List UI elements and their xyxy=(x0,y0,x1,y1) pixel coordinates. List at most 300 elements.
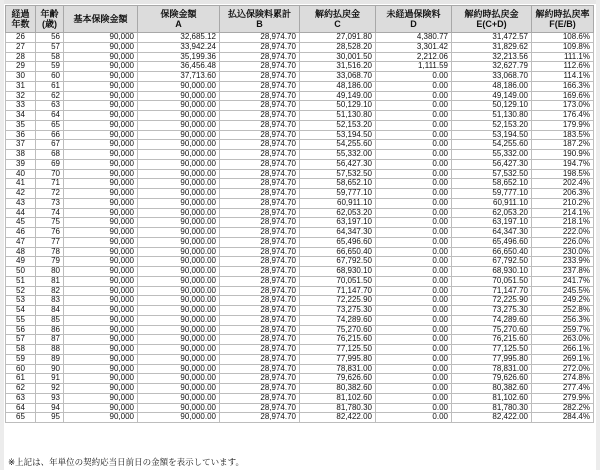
basic-amount-cell: 90,000 xyxy=(64,257,138,267)
cumulative-premium-cell: 28,974.70 xyxy=(220,306,300,316)
table-row xyxy=(6,345,594,355)
basic-amount-cell: 90,000 xyxy=(64,335,138,345)
surrender-refund-cell: 31,516.20 xyxy=(300,62,376,72)
cumulative-premium-cell: 28,974.70 xyxy=(220,208,300,218)
elapsed-years-cell: 44 xyxy=(6,208,36,218)
cumulative-premium-cell: 28,974.70 xyxy=(220,257,300,267)
cumulative-premium-cell: 28,974.70 xyxy=(220,315,300,325)
insured-amount-cell: 32,685.12 xyxy=(138,33,220,43)
table-row xyxy=(6,296,594,306)
elapsed-years-cell: 53 xyxy=(6,296,36,306)
unexpired-premium-cell: 0.00 xyxy=(376,267,452,277)
refund-rate-cell: 206.3% xyxy=(532,189,594,199)
surrender-refund-cell: 48,186.00 xyxy=(300,81,376,91)
age-cell: 75 xyxy=(36,218,64,228)
age-cell: 80 xyxy=(36,267,64,277)
refund-rate-cell: 111.1% xyxy=(532,52,594,62)
insured-amount-cell: 90,000.00 xyxy=(138,179,220,189)
total-refund-cell: 55,332.00 xyxy=(452,150,532,160)
refund-rate-cell: 210.2% xyxy=(532,198,594,208)
refund-rate-cell: 256.3% xyxy=(532,315,594,325)
surrender-refund-cell: 78,831.00 xyxy=(300,364,376,374)
unexpired-premium-cell: 0.00 xyxy=(376,335,452,345)
surrender-refund-cell: 82,422.00 xyxy=(300,413,376,423)
basic-amount-cell: 90,000 xyxy=(64,374,138,384)
surrender-refund-cell: 75,270.60 xyxy=(300,325,376,335)
elapsed-years-cell: 48 xyxy=(6,247,36,257)
total-refund-cell: 51,130.80 xyxy=(452,111,532,121)
top-edge xyxy=(0,0,600,4)
total-refund-cell: 67,792.50 xyxy=(452,257,532,267)
elapsed-years-cell: 39 xyxy=(6,159,36,169)
header-cumulative-premiums: 払込保険料累計 B xyxy=(220,6,300,33)
unexpired-premium-cell: 0.00 xyxy=(376,296,452,306)
header-surrender-refund: 解約払戻金 C xyxy=(300,6,376,33)
cumulative-premium-cell: 28,974.70 xyxy=(220,296,300,306)
unexpired-premium-cell: 3,301.42 xyxy=(376,42,452,52)
insured-amount-cell: 90,000.00 xyxy=(138,81,220,91)
basic-amount-cell: 90,000 xyxy=(64,286,138,296)
cumulative-premium-cell: 28,974.70 xyxy=(220,247,300,257)
age-cell: 61 xyxy=(36,81,64,91)
age-cell: 86 xyxy=(36,325,64,335)
elapsed-years-cell: 61 xyxy=(6,374,36,384)
basic-amount-cell: 90,000 xyxy=(64,42,138,52)
surrender-refund-cell: 58,652.10 xyxy=(300,179,376,189)
table-row xyxy=(6,120,594,130)
refund-rate-cell: 274.8% xyxy=(532,374,594,384)
insured-amount-cell: 90,000.00 xyxy=(138,345,220,355)
table-row xyxy=(6,52,594,62)
insured-amount-cell: 90,000.00 xyxy=(138,237,220,247)
cumulative-premium-cell: 28,974.70 xyxy=(220,169,300,179)
age-cell: 79 xyxy=(36,257,64,267)
surrender-refund-cell: 81,102.60 xyxy=(300,393,376,403)
table-row xyxy=(6,325,594,335)
unexpired-premium-cell: 0.00 xyxy=(376,130,452,140)
elapsed-years-cell: 59 xyxy=(6,354,36,364)
unexpired-premium-cell: 0.00 xyxy=(376,189,452,199)
header-elapsed-years: 経過 年数 xyxy=(6,6,36,33)
elapsed-years-cell: 54 xyxy=(6,306,36,316)
table-row xyxy=(6,62,594,72)
surrender-refund-cell: 63,197.10 xyxy=(300,218,376,228)
refund-rate-cell: 114.1% xyxy=(532,72,594,82)
table-row xyxy=(6,42,594,52)
table-body xyxy=(6,33,594,423)
age-cell: 94 xyxy=(36,403,64,413)
refund-rate-cell: 245.5% xyxy=(532,286,594,296)
total-refund-cell: 78,831.00 xyxy=(452,364,532,374)
age-cell: 83 xyxy=(36,296,64,306)
age-cell: 77 xyxy=(36,237,64,247)
cumulative-premium-cell: 28,974.70 xyxy=(220,101,300,111)
refund-rate-cell: 173.0% xyxy=(532,101,594,111)
elapsed-years-cell: 64 xyxy=(6,403,36,413)
surrender-refund-cell: 73,275.30 xyxy=(300,306,376,316)
cumulative-premium-cell: 28,974.70 xyxy=(220,403,300,413)
insured-amount-cell: 90,000.00 xyxy=(138,306,220,316)
basic-amount-cell: 90,000 xyxy=(64,325,138,335)
elapsed-years-cell: 49 xyxy=(6,257,36,267)
table-row xyxy=(6,315,594,325)
table-row xyxy=(6,169,594,179)
basic-amount-cell: 90,000 xyxy=(64,296,138,306)
basic-amount-cell: 90,000 xyxy=(64,150,138,160)
basic-amount-cell: 90,000 xyxy=(64,393,138,403)
surrender-refund-cell: 56,427.30 xyxy=(300,159,376,169)
age-cell: 81 xyxy=(36,276,64,286)
refund-rate-cell: 277.4% xyxy=(532,384,594,394)
cumulative-premium-cell: 28,974.70 xyxy=(220,62,300,72)
refund-rate-cell: 183.5% xyxy=(532,130,594,140)
total-refund-cell: 59,777.10 xyxy=(452,189,532,199)
basic-amount-cell: 90,000 xyxy=(64,179,138,189)
basic-amount-cell: 90,000 xyxy=(64,276,138,286)
total-refund-cell: 74,289.60 xyxy=(452,315,532,325)
unexpired-premium-cell: 0.00 xyxy=(376,325,452,335)
elapsed-years-cell: 52 xyxy=(6,286,36,296)
age-cell: 58 xyxy=(36,52,64,62)
surrender-refund-cell: 54,255.60 xyxy=(300,140,376,150)
header-age: 年齢 (歳) xyxy=(36,6,64,33)
elapsed-years-cell: 46 xyxy=(6,228,36,238)
basic-amount-cell: 90,000 xyxy=(64,130,138,140)
elapsed-years-cell: 31 xyxy=(6,81,36,91)
elapsed-years-cell: 57 xyxy=(6,335,36,345)
surrender-refund-cell: 57,532.50 xyxy=(300,169,376,179)
cumulative-premium-cell: 28,974.70 xyxy=(220,237,300,247)
insured-amount-cell: 90,000.00 xyxy=(138,403,220,413)
insured-amount-cell: 90,000.00 xyxy=(138,159,220,169)
surrender-refund-cell: 71,147.70 xyxy=(300,286,376,296)
elapsed-years-cell: 34 xyxy=(6,111,36,121)
elapsed-years-cell: 47 xyxy=(6,237,36,247)
insured-amount-cell: 90,000.00 xyxy=(138,140,220,150)
total-refund-cell: 50,129.10 xyxy=(452,101,532,111)
table-row xyxy=(6,393,594,403)
refund-rate-cell: 179.9% xyxy=(532,120,594,130)
basic-amount-cell: 90,000 xyxy=(64,384,138,394)
total-refund-cell: 49,149.00 xyxy=(452,91,532,101)
cumulative-premium-cell: 28,974.70 xyxy=(220,140,300,150)
elapsed-years-cell: 62 xyxy=(6,384,36,394)
surrender-refund-cell: 76,215.60 xyxy=(300,335,376,345)
insured-amount-cell: 90,000.00 xyxy=(138,267,220,277)
surrender-refund-cell: 77,995.80 xyxy=(300,354,376,364)
table-row xyxy=(6,413,594,423)
surrender-refund-cell: 49,149.00 xyxy=(300,91,376,101)
surrender-refund-cell: 52,153.20 xyxy=(300,120,376,130)
total-refund-cell: 58,652.10 xyxy=(452,179,532,189)
unexpired-premium-cell: 1,111.59 xyxy=(376,62,452,72)
table-row xyxy=(6,267,594,277)
cumulative-premium-cell: 28,974.70 xyxy=(220,42,300,52)
insured-amount-cell: 35,199.36 xyxy=(138,52,220,62)
surrender-refund-cell: 59,777.10 xyxy=(300,189,376,199)
age-cell: 90 xyxy=(36,364,64,374)
cumulative-premium-cell: 28,974.70 xyxy=(220,374,300,384)
age-cell: 82 xyxy=(36,286,64,296)
table-row xyxy=(6,364,594,374)
age-cell: 93 xyxy=(36,393,64,403)
basic-amount-cell: 90,000 xyxy=(64,247,138,257)
insured-amount-cell: 90,000.00 xyxy=(138,296,220,306)
surrender-refund-cell: 27,091.80 xyxy=(300,33,376,43)
left-scroll-edge xyxy=(0,0,4,470)
unexpired-premium-cell: 0.00 xyxy=(376,120,452,130)
cumulative-premium-cell: 28,974.70 xyxy=(220,111,300,121)
elapsed-years-cell: 41 xyxy=(6,179,36,189)
surrender-refund-cell: 55,332.00 xyxy=(300,150,376,160)
unexpired-premium-cell: 0.00 xyxy=(376,276,452,286)
age-cell: 91 xyxy=(36,374,64,384)
basic-amount-cell: 90,000 xyxy=(64,345,138,355)
age-cell: 69 xyxy=(36,159,64,169)
elapsed-years-cell: 63 xyxy=(6,393,36,403)
refund-rate-cell: 214.1% xyxy=(532,208,594,218)
header-basic-insured-amount: 基本保険金額 xyxy=(64,6,138,33)
table-row xyxy=(6,286,594,296)
surrender-refund-cell: 70,051.50 xyxy=(300,276,376,286)
insured-amount-cell: 90,000.00 xyxy=(138,257,220,267)
insured-amount-cell: 90,000.00 xyxy=(138,218,220,228)
table-row xyxy=(6,276,594,286)
basic-amount-cell: 90,000 xyxy=(64,140,138,150)
unexpired-premium-cell: 0.00 xyxy=(376,364,452,374)
refund-rate-cell: 194.7% xyxy=(532,159,594,169)
refund-rate-cell: 190.9% xyxy=(532,150,594,160)
basic-amount-cell: 90,000 xyxy=(64,33,138,43)
unexpired-premium-cell: 0.00 xyxy=(376,228,452,238)
surrender-value-table xyxy=(5,5,594,423)
elapsed-years-cell: 60 xyxy=(6,364,36,374)
insured-amount-cell: 90,000.00 xyxy=(138,335,220,345)
total-refund-cell: 65,496.60 xyxy=(452,237,532,247)
basic-amount-cell: 90,000 xyxy=(64,218,138,228)
refund-rate-cell: 259.7% xyxy=(532,325,594,335)
insured-amount-cell: 90,000.00 xyxy=(138,393,220,403)
table-row xyxy=(6,198,594,208)
table-row xyxy=(6,101,594,111)
age-cell: 70 xyxy=(36,169,64,179)
elapsed-years-cell: 55 xyxy=(6,315,36,325)
basic-amount-cell: 90,000 xyxy=(64,91,138,101)
cumulative-premium-cell: 28,974.70 xyxy=(220,52,300,62)
elapsed-years-cell: 45 xyxy=(6,218,36,228)
age-cell: 57 xyxy=(36,42,64,52)
age-cell: 89 xyxy=(36,354,64,364)
total-refund-cell: 68,930.10 xyxy=(452,267,532,277)
insured-amount-cell: 90,000.00 xyxy=(138,111,220,121)
total-refund-cell: 60,911.10 xyxy=(452,198,532,208)
cumulative-premium-cell: 28,974.70 xyxy=(220,228,300,238)
unexpired-premium-cell: 0.00 xyxy=(376,91,452,101)
total-refund-cell: 66,650.40 xyxy=(452,247,532,257)
unexpired-premium-cell: 2,212.06 xyxy=(376,52,452,62)
elapsed-years-cell: 50 xyxy=(6,267,36,277)
table-row xyxy=(6,257,594,267)
basic-amount-cell: 90,000 xyxy=(64,198,138,208)
table-row xyxy=(6,91,594,101)
total-refund-cell: 75,270.60 xyxy=(452,325,532,335)
unexpired-premium-cell: 0.00 xyxy=(376,374,452,384)
insured-amount-cell: 90,000.00 xyxy=(138,384,220,394)
age-cell: 62 xyxy=(36,91,64,101)
refund-rate-cell: 108.6% xyxy=(532,33,594,43)
cumulative-premium-cell: 28,974.70 xyxy=(220,179,300,189)
elapsed-years-cell: 35 xyxy=(6,120,36,130)
header-unexpired-premium: 未経過保険料 D xyxy=(376,6,452,33)
total-refund-cell: 53,194.50 xyxy=(452,130,532,140)
insured-amount-cell: 90,000.00 xyxy=(138,228,220,238)
insured-amount-cell: 90,000.00 xyxy=(138,276,220,286)
total-refund-cell: 57,532.50 xyxy=(452,169,532,179)
table-row xyxy=(6,72,594,82)
total-refund-cell: 71,147.70 xyxy=(452,286,532,296)
right-scroll-edge xyxy=(596,0,600,470)
table-row xyxy=(6,218,594,228)
unexpired-premium-cell: 0.00 xyxy=(376,72,452,82)
total-refund-cell: 64,347.30 xyxy=(452,228,532,238)
surrender-refund-cell: 65,496.60 xyxy=(300,237,376,247)
unexpired-premium-cell: 0.00 xyxy=(376,403,452,413)
table-row xyxy=(6,403,594,413)
cumulative-premium-cell: 28,974.70 xyxy=(220,81,300,91)
basic-amount-cell: 90,000 xyxy=(64,354,138,364)
unexpired-premium-cell: 0.00 xyxy=(376,179,452,189)
basic-amount-cell: 90,000 xyxy=(64,159,138,169)
unexpired-premium-cell: 0.00 xyxy=(376,81,452,91)
refund-rate-cell: 252.8% xyxy=(532,306,594,316)
insured-amount-cell: 90,000.00 xyxy=(138,150,220,160)
refund-rate-cell: 176.4% xyxy=(532,111,594,121)
table-row xyxy=(6,150,594,160)
surrender-refund-cell: 33,068.70 xyxy=(300,72,376,82)
basic-amount-cell: 90,000 xyxy=(64,306,138,316)
surrender-refund-cell: 67,792.50 xyxy=(300,257,376,267)
surrender-refund-cell: 64,347.30 xyxy=(300,228,376,238)
basic-amount-cell: 90,000 xyxy=(64,81,138,91)
surrender-refund-cell: 81,780.30 xyxy=(300,403,376,413)
cumulative-premium-cell: 28,974.70 xyxy=(220,276,300,286)
refund-rate-cell: 202.4% xyxy=(532,179,594,189)
refund-rate-cell: 284.4% xyxy=(532,413,594,423)
surrender-refund-cell: 62,053.20 xyxy=(300,208,376,218)
elapsed-years-cell: 58 xyxy=(6,345,36,355)
table-row xyxy=(6,228,594,238)
refund-rate-cell: 279.9% xyxy=(532,393,594,403)
age-cell: 88 xyxy=(36,345,64,355)
unexpired-premium-cell: 0.00 xyxy=(376,150,452,160)
elapsed-years-cell: 32 xyxy=(6,91,36,101)
footnote: ※上記は、年単位の契約応当日前日の金額を表示しています。 xyxy=(8,457,244,467)
table-row xyxy=(6,335,594,345)
age-cell: 68 xyxy=(36,150,64,160)
insured-amount-cell: 90,000.00 xyxy=(138,325,220,335)
cumulative-premium-cell: 28,974.70 xyxy=(220,189,300,199)
surrender-refund-cell: 28,528.20 xyxy=(300,42,376,52)
refund-rate-cell: 218.1% xyxy=(532,218,594,228)
elapsed-years-cell: 40 xyxy=(6,169,36,179)
age-cell: 95 xyxy=(36,413,64,423)
total-refund-cell: 82,422.00 xyxy=(452,413,532,423)
total-refund-cell: 81,780.30 xyxy=(452,403,532,413)
elapsed-years-cell: 33 xyxy=(6,101,36,111)
refund-rate-cell: 169.6% xyxy=(532,91,594,101)
table-row xyxy=(6,354,594,364)
age-cell: 76 xyxy=(36,228,64,238)
unexpired-premium-cell: 0.00 xyxy=(376,384,452,394)
table-row xyxy=(6,179,594,189)
insured-amount-cell: 90,000.00 xyxy=(138,130,220,140)
age-cell: 63 xyxy=(36,101,64,111)
table-row xyxy=(6,306,594,316)
total-refund-cell: 76,215.60 xyxy=(452,335,532,345)
cumulative-premium-cell: 28,974.70 xyxy=(220,335,300,345)
total-refund-cell: 32,213.56 xyxy=(452,52,532,62)
refund-rate-cell: 282.2% xyxy=(532,403,594,413)
surrender-refund-cell: 74,289.60 xyxy=(300,315,376,325)
insured-amount-cell: 33,942.24 xyxy=(138,42,220,52)
refund-rate-cell: 269.1% xyxy=(532,354,594,364)
cumulative-premium-cell: 28,974.70 xyxy=(220,354,300,364)
total-refund-cell: 77,995.80 xyxy=(452,354,532,364)
surrender-refund-cell: 68,930.10 xyxy=(300,267,376,277)
surrender-refund-cell: 50,129.10 xyxy=(300,101,376,111)
surrender-refund-cell: 72,225.90 xyxy=(300,296,376,306)
total-refund-cell: 52,153.20 xyxy=(452,120,532,130)
table-row xyxy=(6,374,594,384)
age-cell: 71 xyxy=(36,179,64,189)
cumulative-premium-cell: 28,974.70 xyxy=(220,218,300,228)
total-refund-cell: 79,626.60 xyxy=(452,374,532,384)
header-row xyxy=(6,6,594,33)
basic-amount-cell: 90,000 xyxy=(64,120,138,130)
basic-amount-cell: 90,000 xyxy=(64,267,138,277)
refund-rate-cell: 226.0% xyxy=(532,237,594,247)
age-cell: 73 xyxy=(36,198,64,208)
unexpired-premium-cell: 0.00 xyxy=(376,111,452,121)
surrender-refund-cell: 77,125.50 xyxy=(300,345,376,355)
elapsed-years-cell: 51 xyxy=(6,276,36,286)
cumulative-premium-cell: 28,974.70 xyxy=(220,159,300,169)
elapsed-years-cell: 42 xyxy=(6,189,36,199)
unexpired-premium-cell: 0.00 xyxy=(376,101,452,111)
basic-amount-cell: 90,000 xyxy=(64,413,138,423)
header-surrender-refund-rate: 解約時払戻率 F(E/B) xyxy=(532,6,594,33)
cumulative-premium-cell: 28,974.70 xyxy=(220,325,300,335)
insured-amount-cell: 90,000.00 xyxy=(138,120,220,130)
age-cell: 64 xyxy=(36,111,64,121)
refund-rate-cell: 166.3% xyxy=(532,81,594,91)
age-cell: 60 xyxy=(36,72,64,82)
refund-rate-cell: 112.6% xyxy=(532,62,594,72)
elapsed-years-cell: 38 xyxy=(6,150,36,160)
age-cell: 74 xyxy=(36,208,64,218)
insured-amount-cell: 90,000.00 xyxy=(138,364,220,374)
unexpired-premium-cell: 0.00 xyxy=(376,198,452,208)
basic-amount-cell: 90,000 xyxy=(64,169,138,179)
refund-rate-cell: 266.1% xyxy=(532,345,594,355)
unexpired-premium-cell: 0.00 xyxy=(376,315,452,325)
cumulative-premium-cell: 28,974.70 xyxy=(220,413,300,423)
age-cell: 87 xyxy=(36,335,64,345)
unexpired-premium-cell: 0.00 xyxy=(376,237,452,247)
insured-amount-cell: 90,000.00 xyxy=(138,413,220,423)
basic-amount-cell: 90,000 xyxy=(64,237,138,247)
unexpired-premium-cell: 4,380.77 xyxy=(376,33,452,43)
